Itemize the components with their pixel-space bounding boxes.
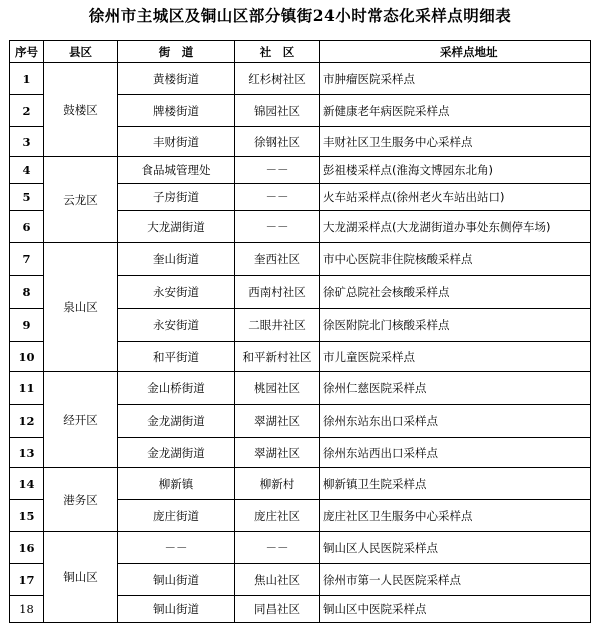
community-cell: 徐钢社区 (235, 127, 320, 157)
address-cell: 徐矿总院社会核酸采样点 (320, 276, 591, 309)
address-cell: 市中心医院非住院核酸采样点 (320, 243, 591, 276)
address-cell: 徐州仁慈医院采样点 (320, 372, 591, 405)
address-cell: 柳新镇卫生院采样点 (320, 468, 591, 500)
row-number: 3 (10, 127, 44, 157)
community-cell: 红杉树社区 (235, 63, 320, 95)
address-cell: 彭祖楼采样点(淮海文博园东北角) (320, 157, 591, 184)
header-district: 县区 (44, 41, 118, 63)
address-cell: 铜山区中医院采样点 (320, 596, 591, 623)
community-cell: 柳新村 (235, 468, 320, 500)
address-cell: 市肿瘤医院采样点 (320, 63, 591, 95)
table-row (10, 157, 591, 184)
street-cell: 庞庄街道 (118, 500, 235, 532)
page-title: 徐州市主城区及铜山区部分镇街24小时常态化采样点明细表 (88, 6, 512, 25)
row-number: 13 (10, 438, 44, 468)
district-cell: 经开区 (44, 372, 118, 468)
address-cell: 市儿童医院采样点 (320, 342, 591, 372)
row-number: 14 (10, 468, 44, 500)
row-number: 5 (10, 184, 44, 211)
row-number: 17 (10, 564, 44, 596)
address-cell: 徐医附院北门核酸采样点 (320, 309, 591, 342)
street-cell: 金龙湖街道 (118, 438, 235, 468)
street-cell: 铜山街道 (118, 564, 235, 596)
row-number: 7 (10, 243, 44, 276)
row-number: 12 (10, 405, 44, 438)
street-cell: 永安街道 (118, 309, 235, 342)
row-number: 10 (10, 342, 44, 372)
table-row (10, 468, 591, 500)
community-cell: －－ (235, 184, 320, 211)
street-cell: 丰财街道 (118, 127, 235, 157)
community-cell: 同昌社区 (235, 596, 320, 623)
community-cell: 庞庄社区 (235, 500, 320, 532)
header-street: 街 道 (118, 41, 235, 63)
address-cell: 火车站采样点(徐州老火车站出站口) (320, 184, 591, 211)
district-cell: 港务区 (44, 468, 118, 532)
sampling-point-table (9, 40, 591, 623)
header-no: 序号 (10, 41, 44, 63)
street-cell: 牌楼街道 (118, 95, 235, 127)
row-number: 1 (10, 63, 44, 95)
row-number: 9 (10, 309, 44, 342)
row-number: 6 (10, 211, 44, 243)
community-cell: 西南村社区 (235, 276, 320, 309)
community-cell: 翠湖社区 (235, 405, 320, 438)
address-cell: 庞庄社区卫生服务中心采样点 (320, 500, 591, 532)
table-row (10, 372, 591, 405)
community-cell: －－ (235, 157, 320, 184)
district-cell: 鼓楼区 (44, 63, 118, 157)
table-header-row (10, 41, 591, 63)
community-cell: 和平新村社区 (235, 342, 320, 372)
street-cell: 黄楼街道 (118, 63, 235, 95)
street-cell: 奎山街道 (118, 243, 235, 276)
street-cell: 食品城管理处 (118, 157, 235, 184)
street-cell: 子房街道 (118, 184, 235, 211)
community-cell: －－ (235, 211, 320, 243)
address-cell: 徐州东站东出口采样点 (320, 405, 591, 438)
header-address: 采样点地址 (320, 41, 591, 63)
table-row (10, 63, 591, 95)
row-number: 11 (10, 372, 44, 405)
address-cell: 大龙湖采样点(大龙湖街道办事处东侧停车场) (320, 211, 591, 243)
community-cell: －－ (235, 532, 320, 564)
row-number: 16 (10, 532, 44, 564)
community-cell: 二眼井社区 (235, 309, 320, 342)
row-number: 18 (10, 596, 44, 623)
community-cell: 焦山社区 (235, 564, 320, 596)
header-community: 社 区 (235, 41, 320, 63)
row-number: 15 (10, 500, 44, 532)
row-number: 4 (10, 157, 44, 184)
street-cell: 金山桥街道 (118, 372, 235, 405)
address-cell: 徐州市第一人民医院采样点 (320, 564, 591, 596)
row-number: 2 (10, 95, 44, 127)
table-row (10, 243, 591, 276)
row-number: 8 (10, 276, 44, 309)
street-cell: 大龙湖街道 (118, 211, 235, 243)
district-cell: 云龙区 (44, 157, 118, 243)
community-cell: 桃园社区 (235, 372, 320, 405)
table-row (10, 532, 591, 564)
community-cell: 锦园社区 (235, 95, 320, 127)
street-cell: 和平街道 (118, 342, 235, 372)
address-cell: 徐州东站西出口采样点 (320, 438, 591, 468)
street-cell: 金龙湖街道 (118, 405, 235, 438)
street-cell: 永安街道 (118, 276, 235, 309)
district-cell: 泉山区 (44, 243, 118, 372)
address-cell: 丰财社区卫生服务中心采样点 (320, 127, 591, 157)
district-cell: 铜山区 (44, 532, 118, 623)
street-cell: －－ (118, 532, 235, 564)
community-cell: 翠湖社区 (235, 438, 320, 468)
street-cell: 柳新镇 (118, 468, 235, 500)
address-cell: 新健康老年病医院采样点 (320, 95, 591, 127)
street-cell: 铜山街道 (118, 596, 235, 623)
address-cell: 铜山区人民医院采样点 (320, 532, 591, 564)
community-cell: 奎西社区 (235, 243, 320, 276)
